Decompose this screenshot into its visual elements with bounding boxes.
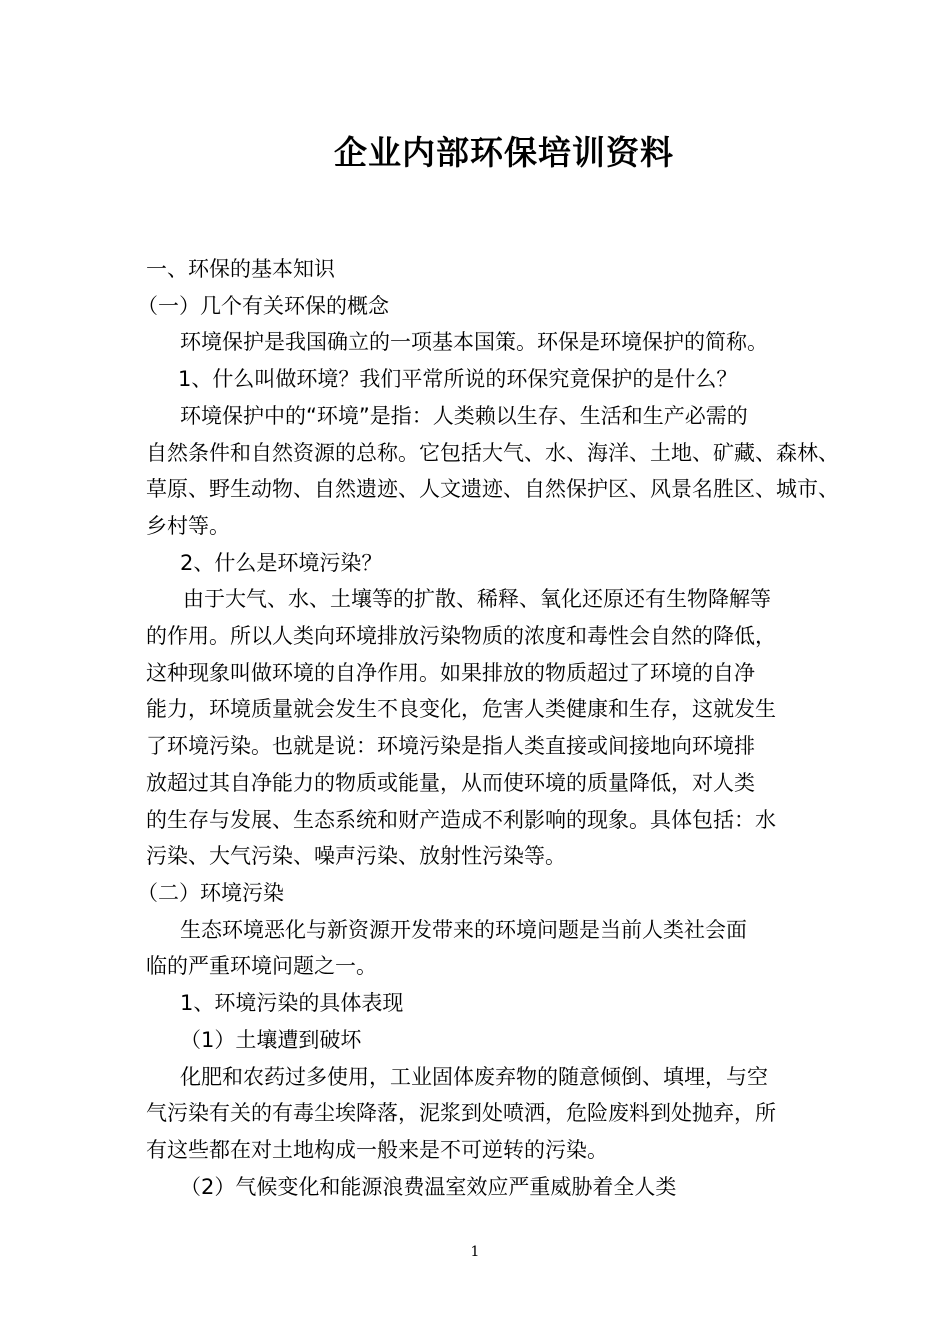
- paragraph-line: 污染、大气污染、噪声污染、放射性污染等。: [146, 844, 566, 868]
- paragraph-line: 由于大气、水、土壤等的扩散、稀释、氧化还原还有生物降解等: [183, 587, 771, 611]
- question-heading: 2、什么是环境污染？: [180, 551, 383, 575]
- section-heading: 一、环保的基本知识: [146, 257, 335, 281]
- paragraph-line: 环境保护中的“环境”是指：人类赖以生存、生活和生产必需的: [180, 404, 748, 428]
- paragraph-line: 化肥和农药过多使用，工业固体废弃物的随意倾倒、填埋，与空: [180, 1065, 768, 1089]
- question-heading: 1、什么叫做环境？我们平常所说的环保究竟保护的是什么？: [178, 367, 738, 391]
- paragraph-line: 草原、野生动物、自然遗迹、人文遗迹、自然保护区、风景名胜区、城市、: [146, 477, 839, 501]
- paragraph-line: 临的严重环境问题之一。: [146, 954, 377, 978]
- paragraph-line: 有这些都在对土地构成一般来是不可逆转的污染。: [146, 1138, 608, 1162]
- paragraph-line: 的作用。所以人类向环境排放污染物质的浓度和毒性会自然的降低，: [146, 624, 776, 648]
- subsection-heading: （一）几个有关环保的概念: [137, 294, 389, 318]
- paragraph-line: 能力，环境质量就会发生不良变化，危害人类健康和生存，这就发生: [146, 697, 776, 721]
- paragraph-line: 放超过其自净能力的物质或能量，从而使环境的质量降低，对人类: [146, 771, 755, 795]
- page-number: 1: [470, 1244, 480, 1260]
- subsection-heading: （二）环境污染: [137, 881, 284, 905]
- paragraph-line: 了环境污染。也就是说：环境污染是指人类直接或间接地向环境排: [146, 734, 755, 758]
- paragraph-line: 自然条件和自然资源的总称。它包括大气、水、海洋、土地、矿藏、森林、: [146, 441, 839, 465]
- document-title: 企业内部环保培训资料: [334, 133, 674, 172]
- paragraph-line: 这种现象叫做环境的自净作用。如果排放的物质超过了环境的自净: [146, 661, 755, 685]
- item-heading: （1）土壤遭到破坏: [180, 1028, 362, 1052]
- paragraph-line: 环境保护是我国确立的一项基本国策。环保是环境保护的简称。: [180, 330, 768, 354]
- paragraph-line: 乡村等。: [146, 514, 230, 538]
- item-heading: （2）气候变化和能源浪费温室效应严重威胁着全人类: [180, 1175, 677, 1199]
- item-heading: 1、环境污染的具体表现: [180, 991, 404, 1015]
- paragraph-line: 生态环境恶化与新资源开发带来的环境问题是当前人类社会面: [180, 918, 747, 942]
- paragraph-line: 的生存与发展、生态系统和财产造成不利影响的现象。具体包括：水: [146, 808, 776, 832]
- paragraph-line: 气污染有关的有毒尘埃降落，泥浆到处喷洒，危险废料到处抛弃，所: [146, 1101, 776, 1125]
